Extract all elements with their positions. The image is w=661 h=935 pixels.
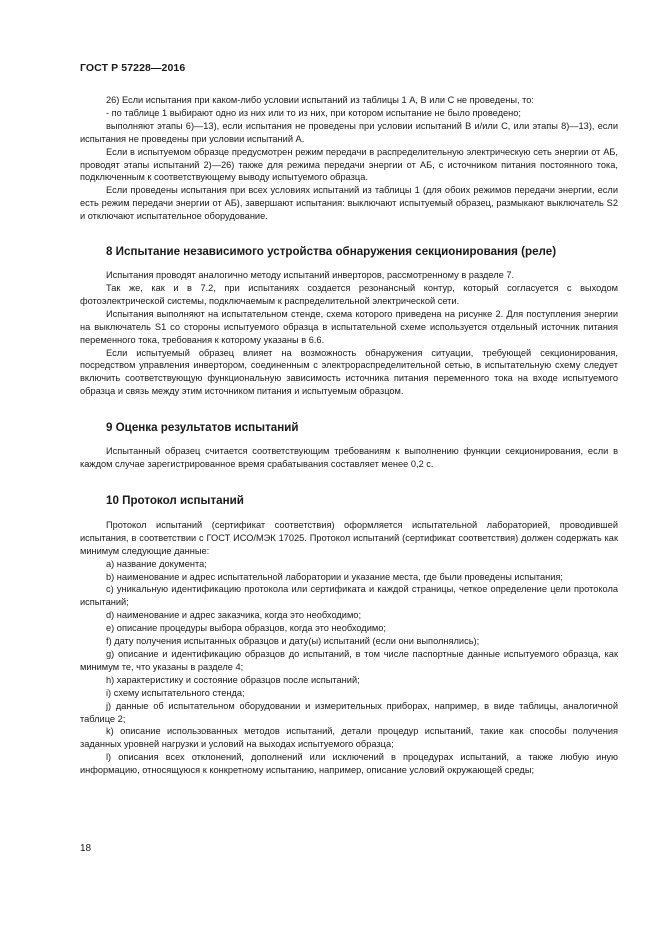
step-26-paragraph: 26) Если испытания при каком-либо условии испытаний из таблицы 1 A, B или C не проведены, то: [106, 95, 534, 105]
list-item: j) данные об испытательном оборудовании и измерительных приборах, например, в виде таблицы, аналогичной таблице 2; [80, 700, 618, 724]
list-item: h) характеристику и состояние образцов после испытаний; [106, 674, 360, 685]
list-item: g) описание и идентификацию образцов до испытаний, в том числе паспортные данные испытуемого образца, как минимум те, что указаны в разделе 4; [80, 649, 618, 672]
list-item: а) название документа; [106, 558, 207, 569]
paragraph: Если проведены испытания при всех условиях испытаний из таблицы 1 (для обоих режимов передачи энергии, если есть режим передачи энергии от АБ), завершают испытания: выключают испытуемый образец, размыкают выключатель S2 и отключают испытательное оборудование. [80, 185, 618, 222]
paragraph: Испытания выполняют на испытательном стенде, схема которого приведена на рисунке 2. Для поступления энергии на выключатель S1 со стороны испытуемого образца в испытательной схеме используется отдельный источник питания переменного тока, требования к которому указаны в 6.6. [80, 308, 618, 345]
list-item: d) наименование и адрес заказчика, когда это необходимо; [106, 610, 362, 621]
list-item: i) схему испытательного стенда; [106, 687, 245, 698]
list-item: c) уникальную идентификацию протокола или сертификата и каждой страницы, четкое определение цели протокола испытаний; [80, 584, 618, 608]
list-item: k) описание использованных методов испытаний, детали процедур испытаний, такие как способы получения заданных уровней нагрузки и условий на выходах испытуемого образца; [80, 726, 618, 750]
paragraph: выполняют этапы 6)—13), если испытания не проведены при условии испытаний B и/или C, или этапы 8)—13), если испытания не проведены при условии испытаний A. [80, 120, 618, 144]
list-item: e) описание процедуры выбора образцов, когда это необходимо; [106, 623, 386, 634]
paragraph: Если испытуемый образец влияет на возможность обнаружения ситуации, требующей секционирования, посредством управления инвертором, соединенным с электрораспределительной сетью, в испытательную схему следует включить соответствующую функциональную зависимость источника питания переменного тока на входе испытуемого образца и связь между этим источником питания и испытуемым образцом. [80, 347, 618, 397]
list-item: b) наименование и адрес испытательной лаборатории и указание места, где были проведены испытания; [106, 571, 563, 582]
paragraph: Протокол испытаний (сертификат соответствия) оформляется испытательной лабораторией, проводившей испытания, в соответствии с ГОСТ ИСО/МЭК 17025. Протокол испытаний (сертификат соответствия) должен содержать как минимум следующие данные: [80, 519, 618, 556]
paragraph: Так же, как и в 7.2, при испытаниях создается резонансный контур, который согласуется с выходом фотоэлектрической системы, подключаемым к распределительной электрической сети. [80, 282, 618, 306]
paragraph: Испытанный образец считается соответствующим требованиям к выполнению функции секционирования, если в каждом случае зарегистрированное время срабатывания составляет менее 0,2 с. [80, 446, 618, 470]
paragraph: Испытания проводят аналогично методу испытаний инверторов, рассмотренному в разделе 7. [106, 270, 515, 281]
paragraph: Если в испытуемом образце предусмотрен режим передачи в распределительную электрическую сеть энергии от АБ, проводят этапы испытаний 2)—26) также для режима передачи энергии от АБ, с источником питания постоянного тока, подключенным к соответствующему выводу испытуемого образца. [80, 146, 618, 183]
document-body [80, 94, 618, 777]
section-8-heading: 8 Испытание независимого устройства обнаружения секционирования (реле) [106, 245, 557, 259]
section-9-heading: 9 Оценка результатов испытаний [106, 421, 299, 435]
list-item: l) описания всех отклонений, дополнений или исключений в процедурах испытаний, а также любую иную информацию, относящуюся к конкретному испытанию, например, описание условий окружающей среды; [80, 752, 618, 776]
page-number: 18 [80, 843, 92, 854]
standard-header: ГОСТ Р 57228—2016 [80, 62, 186, 74]
list-item: f) дату получения испытанных образцов и дату(ы) испытаний (если они выполнялись); [106, 636, 480, 647]
section-10-heading: 10 Протокол испытаний [106, 493, 244, 507]
paragraph: - по таблице 1 выбирают одно из них или то из них, при котором испытание не было проведено; [106, 107, 521, 118]
